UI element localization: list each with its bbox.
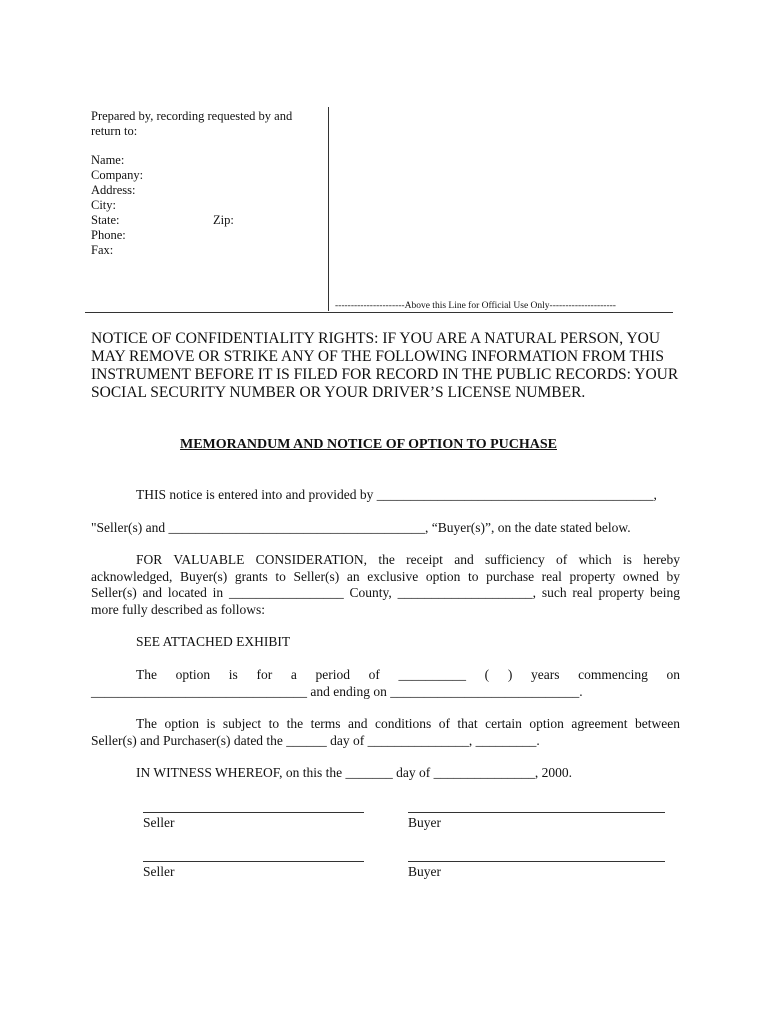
fax-label: Fax: xyxy=(91,243,114,257)
zip-label: Zip: xyxy=(213,213,234,227)
buyer-signature-line-1[interactable] xyxy=(408,812,665,813)
seller-signature-line-1[interactable] xyxy=(143,812,364,813)
phone-label: Phone: xyxy=(91,228,126,242)
document-title: MEMORANDUM AND NOTICE OF OPTION TO PUCHASE xyxy=(180,437,557,452)
notice-line-1: NOTICE OF CONFIDENTIALITY RIGHTS: IF YOU ARE A NATURAL PERSON, YOU xyxy=(91,330,661,347)
address-label: Address: xyxy=(91,183,136,197)
prepared-by-line1: Prepared by, recording requested by and xyxy=(91,109,293,123)
paragraph-consideration xyxy=(91,552,680,618)
header-divider-horizontal xyxy=(85,312,673,313)
consideration-line-3: Seller(s) and located in _________________ County, ____________________, such real property being xyxy=(91,585,680,600)
company-label: Company: xyxy=(91,168,144,182)
witness-line: IN WITNESS WHEREOF, on this the _______ day of _______________, 2000. xyxy=(136,765,573,780)
official-use-line: ----------------------Above this Line for Official Use Only--------------------- xyxy=(335,301,616,311)
option-agreement-line-1: The option is subject to the terms and conditions of that certain option agreement between xyxy=(136,716,680,731)
notice-line-3: INSTRUMENT BEFORE IT IS FILED FOR RECORD IN THE PUBLIC RECORDS: YOUR xyxy=(91,366,679,383)
paragraph-option-period xyxy=(91,667,680,700)
state-label: State: xyxy=(91,213,120,227)
buyer-label-1: Buyer xyxy=(408,815,441,830)
seller-label-1: Seller xyxy=(143,815,175,830)
consideration-line-1: FOR VALUABLE CONSIDERATION, the receipt and sufficiency of which is hereby xyxy=(136,552,680,567)
option-period-line-1: The option is for a period of __________ ( ) years commencing on xyxy=(136,667,680,682)
notice-line-4: SOCIAL SECURITY NUMBER OR YOUR DRIVER’S LICENSE NUMBER. xyxy=(91,384,586,401)
buyer-signature-line-2[interactable] xyxy=(408,861,665,862)
consideration-line-2: acknowledged, Buyer(s) grants to Seller(s) an exclusive option to purchase real property owned by xyxy=(91,568,680,584)
see-attached-exhibit: SEE ATTACHED EXHIBIT xyxy=(136,634,291,649)
paragraph-notice-provided-by: THIS notice is entered into and provided by _________________________________________, xyxy=(136,487,657,502)
option-period-line-2: ________________________________ and ending on ____________________________. xyxy=(91,683,583,699)
header-divider-vertical xyxy=(328,107,329,311)
buyer-label-2: Buyer xyxy=(408,864,441,879)
name-label: Name: xyxy=(91,153,125,167)
option-agreement-line-2: Seller(s) and Purchaser(s) dated the ______ day of _______________, _________. xyxy=(91,732,540,748)
seller-label-2: Seller xyxy=(143,864,175,879)
paragraph-option-agreement xyxy=(91,716,680,749)
notice-line-2: MAY REMOVE OR STRIKE ANY OF THE FOLLOWING INFORMATION FROM THIS xyxy=(91,348,664,365)
prepared-by-line2: return to: xyxy=(91,124,138,138)
seller-signature-line-2[interactable] xyxy=(143,861,364,862)
city-label: City: xyxy=(91,198,117,212)
paragraph-seller-buyer: "Seller(s) and ______________________________________, “Buyer(s)”, on the date stated below. xyxy=(91,520,631,535)
consideration-line-4: more fully described as follows: xyxy=(91,601,265,617)
